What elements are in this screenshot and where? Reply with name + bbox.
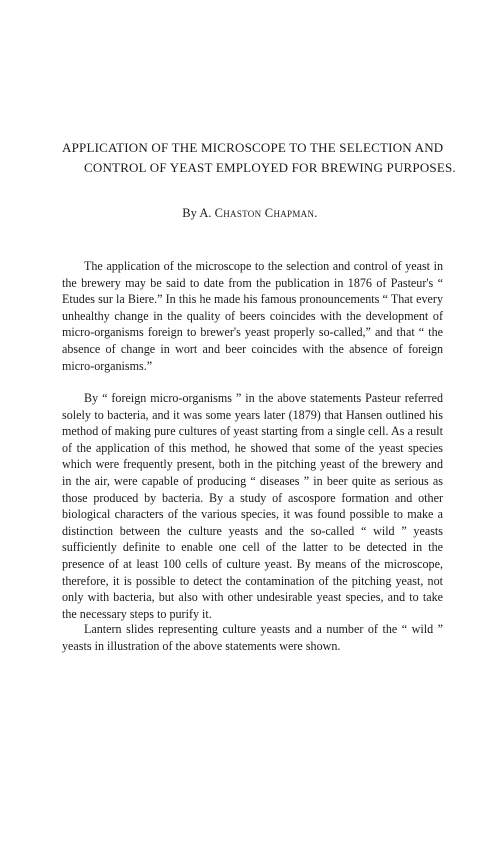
author-byline (0, 205, 500, 221)
paragraph-1: The application of the microscope to the selection and control of yeast in the brewery may be said to date from the publication in 1876 of Pasteur's “ Etudes sur la Biere.” In this he made his famous pronouncements “ That every unhealthy change in the quality of beers coincides with the development of micro-organisms foreign to brewer's yeast properly so-called,” and that “ the absence of change in wort and beer coincides with the absence of foreign micro-organisms.” (62, 259, 443, 373)
paragraph-2: By “ foreign micro-organisms ” in the above statements Pasteur referred solely to bacteria, and it was some years later (1879) that Hansen outlined his method of making pure cultures of yeast starting from a single cell. As a result of the application of this method, he showed that some of the yeast species which were frequently present, both in the pitching yeast of the brewery and in the air, were capable of producing “ diseases ” in beer quite as serious as those produced by bacteria. By a study of ascospore formation and other biological characters of the various species, it was found possible to make a distinction between the culture yeasts and the so-called “ wild ” yeasts sufficiently definite to enable one cell of the latter to be detected in the presence of at least 100 cells of culture yeast. By means of the microscope, therefore, it is possible to detect the contamination of the pitching yeast, not only with bacteria, but also with other undesirable yeast species, and to take the necessary steps to purify it. (62, 391, 443, 621)
article-title: APPLICATION OF THE MICROSCOPE TO THE SELECTION AND CONTROL OF YEAST EMPLOYED FOR BREWING PURPOSES. (62, 140, 456, 175)
paragraph-3: Lantern slides representing culture yeasts and a number of the “ wild ” yeasts in illustration of the above statements were shown. (62, 622, 443, 653)
author-name: Chaston Chapman. (214, 206, 318, 220)
byline-prefix: By A. (182, 206, 212, 220)
